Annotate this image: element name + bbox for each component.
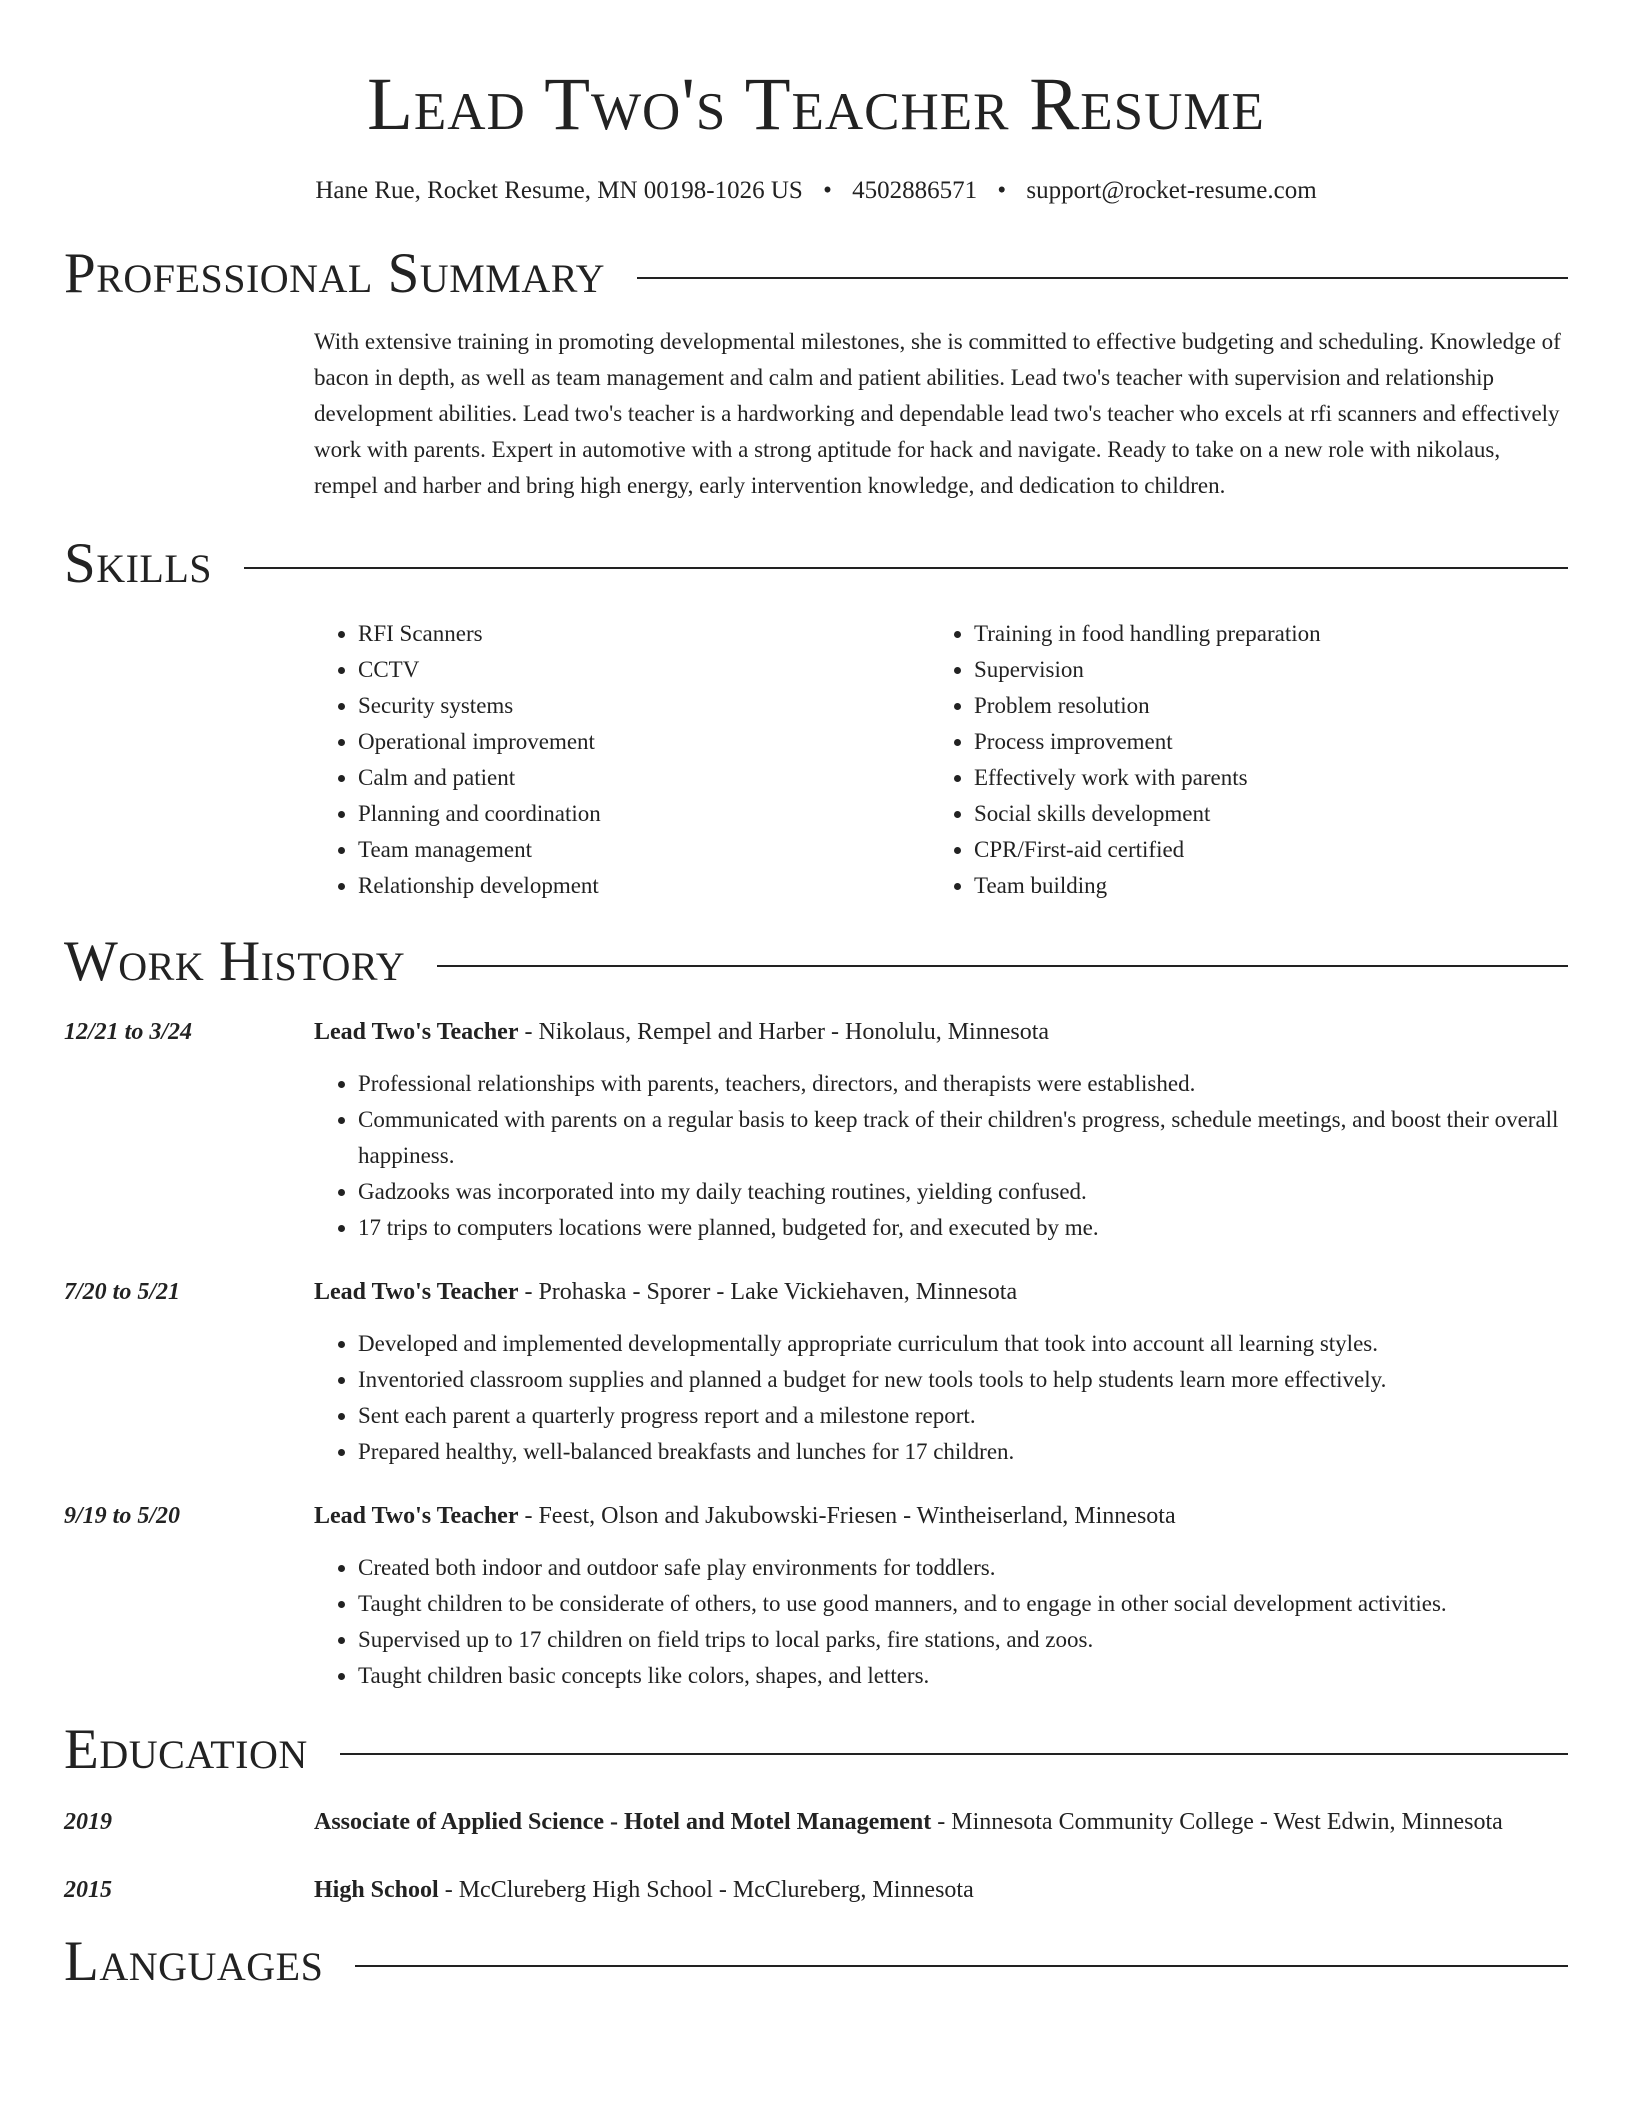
work-content	[314, 1014, 1568, 1246]
degree-name: High School	[314, 1877, 439, 1903]
section-rule	[437, 965, 1568, 967]
section-rule	[340, 1753, 1568, 1755]
skill-item: • Relationship development	[358, 868, 930, 904]
work-bullet: • Taught children basic concepts like colors, shapes, and letters.	[358, 1658, 1568, 1694]
work-entry	[64, 1498, 1568, 1694]
skills-column-right	[930, 616, 1546, 904]
education-entry	[64, 1804, 1568, 1840]
work-section-header	[64, 926, 1568, 998]
work-bullet: • Communicated with parents on a regular basis to keep track of their children's progress, schedule meetings, and boost their overall happiness.	[358, 1102, 1568, 1174]
work-bullets	[314, 1550, 1568, 1694]
education-content	[314, 1804, 1568, 1840]
work-bullet: • Developed and implemented developmentally appropriate curriculum that took into account all learning styles.	[358, 1326, 1568, 1362]
skills-list	[314, 616, 1568, 904]
work-bullets	[314, 1326, 1568, 1470]
work-bullet: • 17 trips to computers locations were planned, budgeted for, and executed by me.	[358, 1210, 1568, 1246]
education-year: 2019	[64, 1809, 112, 1835]
skill-item: • Social skills development	[974, 796, 1546, 832]
work-bullet: • Professional relationships with parents, teachers, directors, and therapists were established.	[358, 1066, 1568, 1102]
work-bullet: • Sent each parent a quarterly progress report and a milestone report.	[358, 1398, 1568, 1434]
skill-item: • RFI Scanners	[358, 616, 930, 652]
work-bullet: • Supervised up to 17 children on field trips to local parks, fire stations, and zoos.	[358, 1622, 1568, 1658]
work-dates: 9/19 to 5/20	[64, 1503, 181, 1529]
skills-column-left	[314, 616, 930, 904]
section-title-work: Work History	[64, 930, 406, 993]
school-details: - Minnesota Community College - West Edwin, Minnesota	[931, 1809, 1503, 1835]
contact-phone: 4502886571	[852, 177, 978, 204]
skill-item: • Problem resolution	[974, 688, 1546, 724]
section-title-summary: Professional Summary	[64, 242, 606, 305]
contact-line	[64, 174, 1568, 208]
degree-name: Associate of Applied Science - Hotel and Motel Management	[314, 1809, 932, 1835]
skill-item: • Team management	[358, 832, 930, 868]
languages-section-header	[64, 1926, 1568, 1998]
work-bullet: • Taught children to be considerate of others, to use good manners, and to engage in other social development activities.	[358, 1586, 1568, 1622]
contact-separator: •	[823, 177, 832, 204]
section-rule	[355, 1965, 1568, 1967]
work-heading	[314, 1014, 1568, 1050]
summary-section-header	[64, 238, 1568, 310]
skills-section-header	[64, 528, 1568, 600]
work-bullet: • Gadzooks was incorporated into my daily teaching routines, yielding confused.	[358, 1174, 1568, 1210]
job-employer: - Prohaska - Sporer - Lake Vickiehaven, Minnesota	[518, 1279, 1018, 1305]
education-entry	[64, 1872, 1568, 1908]
school-details: - McClureberg High School - McClureberg, Minnesota	[438, 1877, 974, 1903]
contact-address: Hane Rue, Rocket Resume, MN 00198-1026 US	[315, 177, 803, 204]
job-employer: - Nikolaus, Rempel and Harber - Honolulu, Minnesota	[518, 1019, 1050, 1045]
work-bullets	[314, 1066, 1568, 1246]
summary-text: With extensive training in promoting developmental milestones, she is committed to effective budgeting and scheduling. Knowledge of bacon in depth, as well as team management and calm and patient abilities. Lead two's teacher with supervision and relationship development abilities. Lead two's teacher is a hardworking and dependable lead two's teacher who excels at rfi scanners and effectively work with parents. Expert in automotive with a strong aptitude for hack and navigate. Ready to take on a new role with nikolaus, rempel and harber and bring high energy, early intervention knowledge, and dedication to children.	[314, 329, 1561, 498]
skill-item: • Operational improvement	[358, 724, 930, 760]
job-employer: - Feest, Olson and Jakubowski-Friesen - Wintheiserland, Minnesota	[518, 1503, 1176, 1529]
skill-item: • Team building	[974, 868, 1546, 904]
contact-separator: •	[997, 177, 1007, 204]
work-bullet: • Inventoried classroom supplies and planned a budget for new tools tools to help students learn more effectively.	[358, 1362, 1568, 1398]
work-content	[314, 1274, 1568, 1470]
skill-item: • Planning and coordination	[358, 796, 930, 832]
section-title-education: Education	[64, 1718, 308, 1781]
contact-email: support@rocket-resume.com	[1026, 177, 1317, 204]
section-rule	[637, 277, 1568, 279]
skill-item: • Effectively work with parents	[974, 760, 1546, 796]
work-entry	[64, 1274, 1568, 1470]
skill-item: • CCTV	[358, 652, 930, 688]
education-section-header	[64, 1714, 1568, 1786]
skill-item: • CPR/First-aid certified	[974, 832, 1546, 868]
work-dates: 12/21 to 3/24	[64, 1019, 193, 1045]
work-entry	[64, 1014, 1568, 1246]
work-heading	[314, 1498, 1568, 1534]
skill-item: • Process improvement	[974, 724, 1546, 760]
education-content	[314, 1872, 1568, 1908]
job-title: Lead Two's Teacher	[314, 1503, 519, 1529]
section-title-languages: Languages	[64, 1930, 324, 1993]
work-content	[314, 1498, 1568, 1694]
skill-item: • Calm and patient	[358, 760, 930, 796]
work-dates: 7/20 to 5/21	[64, 1279, 181, 1305]
skill-item: • Security systems	[358, 688, 930, 724]
education-year: 2015	[64, 1877, 112, 1903]
resume-page	[64, 0, 1568, 1998]
resume-title: Lead Two's Teacher Resume	[367, 63, 1265, 146]
skill-item: • Training in food handling preparation	[974, 616, 1546, 652]
job-title: Lead Two's Teacher	[314, 1019, 519, 1045]
education-list	[64, 1804, 1568, 1908]
work-bullet: • Prepared healthy, well-balanced breakfasts and lunches for 17 children.	[358, 1434, 1568, 1470]
job-title: Lead Two's Teacher	[314, 1279, 519, 1305]
work-heading	[314, 1274, 1568, 1310]
section-rule	[244, 567, 1568, 569]
section-title-skills: Skills	[64, 532, 213, 595]
skill-item: • Supervision	[974, 652, 1546, 688]
work-bullet: • Created both indoor and outdoor safe play environments for toddlers.	[358, 1550, 1568, 1586]
work-history	[64, 1014, 1568, 1694]
